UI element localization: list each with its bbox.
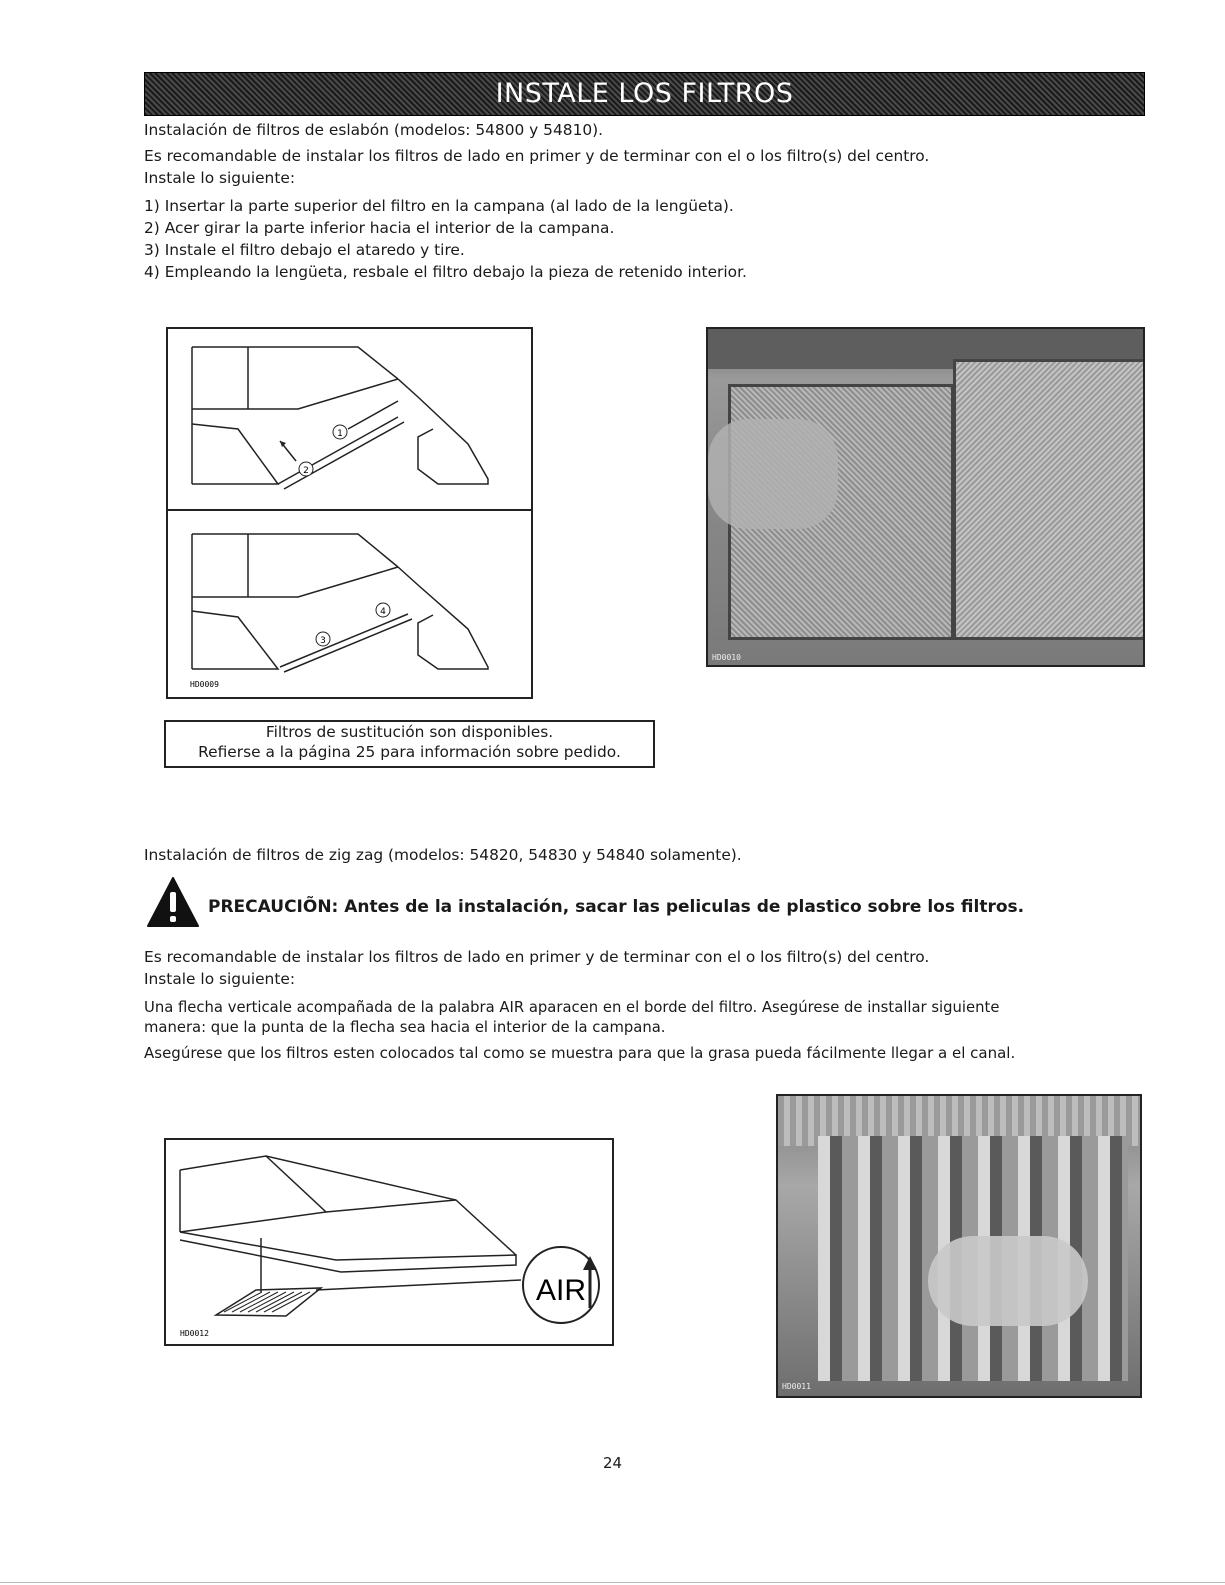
marker-2: 2 (303, 466, 309, 476)
step-3: 3) Instale el filtro debajo el ataredo y tire. (144, 241, 465, 259)
warning-icon (146, 876, 200, 928)
hand-shape-2 (928, 1236, 1088, 1326)
marker-4: 4 (380, 607, 386, 617)
step-4: 4) Empleando la lengüeta, resbale el filtro debajo la pieza de retenido interior. (144, 263, 747, 281)
arrow-instructions-line-1: Una flecha verticale acompañada de la palabra AIR aparacen en el borde del filtro. Asegúrese de installar siguiente (144, 999, 1000, 1016)
zigzag-filter-diagram (164, 1138, 614, 1346)
link-filter-photo (706, 327, 1145, 667)
note-line-1: Filtros de sustitución son disponibles. (265, 723, 554, 741)
link-filter-diagram-graphic (168, 329, 531, 697)
air-label: AIR (536, 1274, 587, 1307)
hand-shape (708, 419, 838, 529)
intro-text-1: Instalación de filtros de eslabón (modelos: 54800 y 54810). (144, 121, 604, 139)
grease-instruction: Asegúrese que los filtros esten colocados tal como se muestra para que la grasa pueda fácilmente llegar a el canal. (144, 1044, 1016, 1062)
install-label-2: Instale lo siguiente: (144, 970, 296, 988)
step-1: 1) Insertar la parte superior del filtro en la campana (al lado de la lengüeta). (144, 197, 734, 215)
zigzag-filter-diagram-graphic (166, 1140, 612, 1344)
recommend-text-1: Es recomandable de instalar los filtros de lado en primer y de terminar con el o los filtro(s) del centro. (144, 147, 930, 165)
marker-1: 1 (337, 429, 343, 439)
photo-caption-hd0010: HD0010 (712, 653, 741, 662)
marker-3: 3 (320, 636, 326, 646)
intro-text-2: Instalación de filtros de zig zag (modelos: 54820, 54830 y 54840 solamente). (144, 846, 742, 864)
replacement-note (164, 720, 655, 768)
mesh-filter-right (953, 359, 1145, 640)
page-number: 24 (602, 1454, 623, 1472)
zigzag-filter-photo (776, 1094, 1142, 1398)
note-line-2: Refierse a la página 25 para información sobre pedido. (198, 743, 621, 761)
diagram-caption-hd0009: HD0009 (190, 680, 219, 689)
step-2: 2) Acer girar la parte inferior hacia el interior de la campana. (144, 219, 615, 237)
warning-text: PRECAUCIÕN: Antes de la instalación, sacar las peliculas de plastico sobre los filtros. (208, 897, 1025, 917)
diagram-caption-hd0012: HD0012 (180, 1329, 209, 1338)
recommend-text-2: Es recomandable de instalar los filtros de lado en primer y de terminar con el o los filtro(s) del centro. (144, 948, 930, 966)
page-title: INSTALE LOS FILTROS (495, 78, 794, 109)
arrow-instructions-line-2: manera: que la punta de la flecha sea hacia el interior de la campana. (144, 1019, 666, 1036)
bottom-divider (0, 1582, 1225, 1583)
section-banner (144, 72, 1145, 116)
install-label-1: Instale lo siguiente: (144, 169, 296, 187)
link-filter-diagram (166, 327, 533, 699)
photo-caption-hd0011: HD0011 (782, 1382, 811, 1391)
